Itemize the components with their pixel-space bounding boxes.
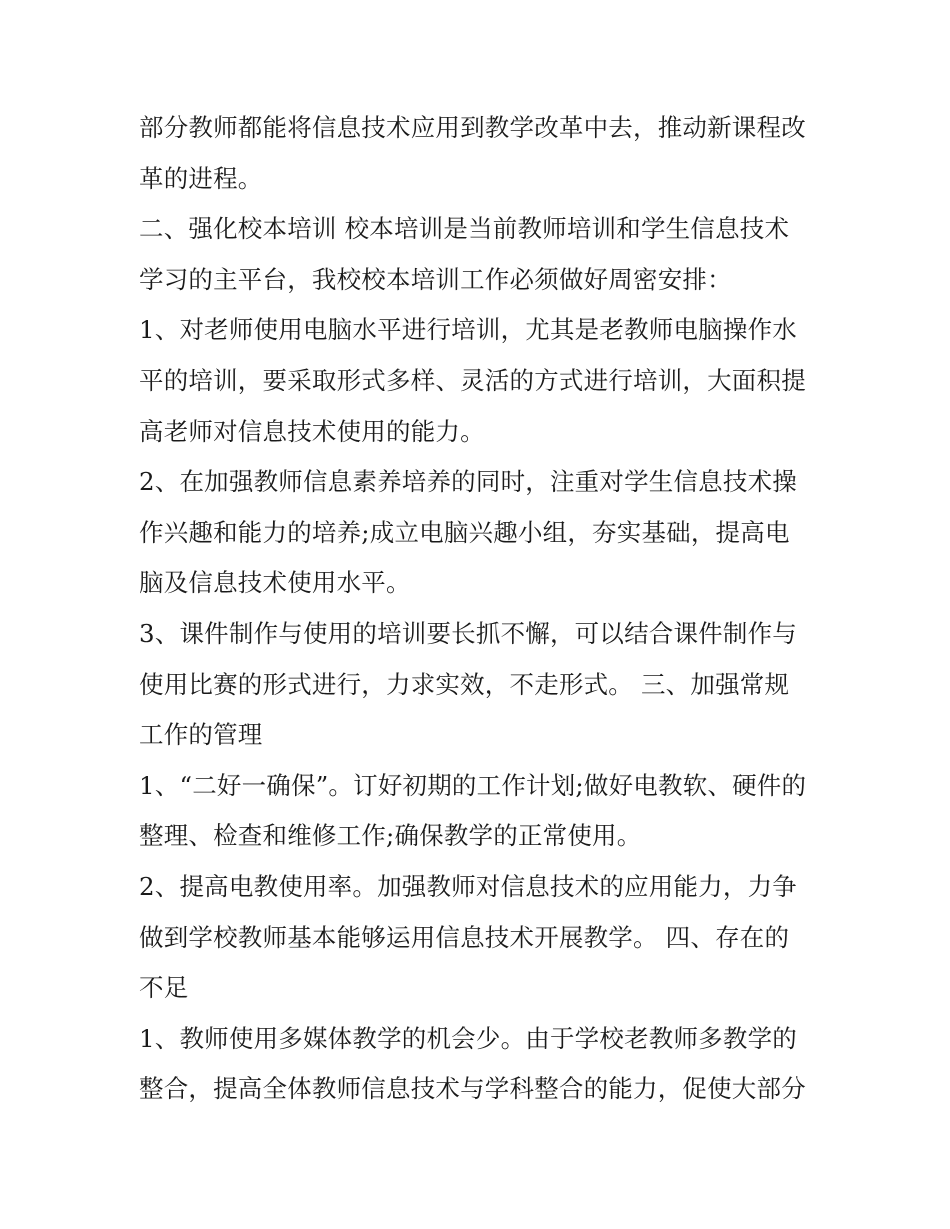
- text-line: 使用比赛的形式进行，力求实效，不走形式。 三、加强常规: [139, 669, 790, 699]
- text-line: 二、强化校本培训 校本培训是当前教师培训和学生信息技术: [139, 214, 790, 244]
- text-line: 做到学校教师基本能够运用信息技术开展教学。 四、存在的: [139, 922, 790, 952]
- text-line: 不足: [139, 973, 189, 1003]
- text-line: 3、课件制作与使用的培训要长抓不懈，可以结合课件制作与: [139, 618, 797, 648]
- text-line: 1、教师使用多媒体教学的机会少。由于学校老教师多教学的: [139, 1023, 797, 1053]
- text-line: 2、提高电教使用率。加强教师对信息技术的应用能力，力争: [139, 871, 797, 901]
- text-line: 平的培训，要采取形式多样、灵活的方式进行培训，大面积提: [139, 365, 806, 395]
- text-line: 脑及信息技术使用水平。: [139, 568, 411, 598]
- text-line: 1、“二好一确保”。订好初期的工作计划;做好电教软、硬件的: [139, 770, 807, 800]
- text-line: 2、在加强教师信息素养培养的同时，注重对学生信息技术操: [139, 467, 797, 497]
- text-line: 作兴趣和能力的培养;成立电脑兴趣小组，夯实基础，提高电: [139, 517, 790, 547]
- text-line: 革的进程。: [139, 163, 263, 193]
- text-line: 部分教师都能将信息技术应用到教学改革中去，推动新课程改: [139, 113, 806, 142]
- text-line: 整理、检查和维修工作;确保教学的正常使用。: [139, 821, 642, 851]
- document-body: [139, 103, 829, 1115]
- text-line: 工作的管理: [139, 720, 263, 750]
- text-line: 整合，提高全体教师信息技术与学科整合的能力，促使大部分: [139, 1074, 806, 1104]
- text-line: 1、对老师使用电脑水平进行培训，尤其是老教师电脑操作水: [139, 315, 797, 345]
- text-line: 高老师对信息技术使用的能力。: [139, 416, 485, 446]
- text-line: 学习的主平台，我校校本培训工作必须做好周密安排：: [139, 264, 732, 294]
